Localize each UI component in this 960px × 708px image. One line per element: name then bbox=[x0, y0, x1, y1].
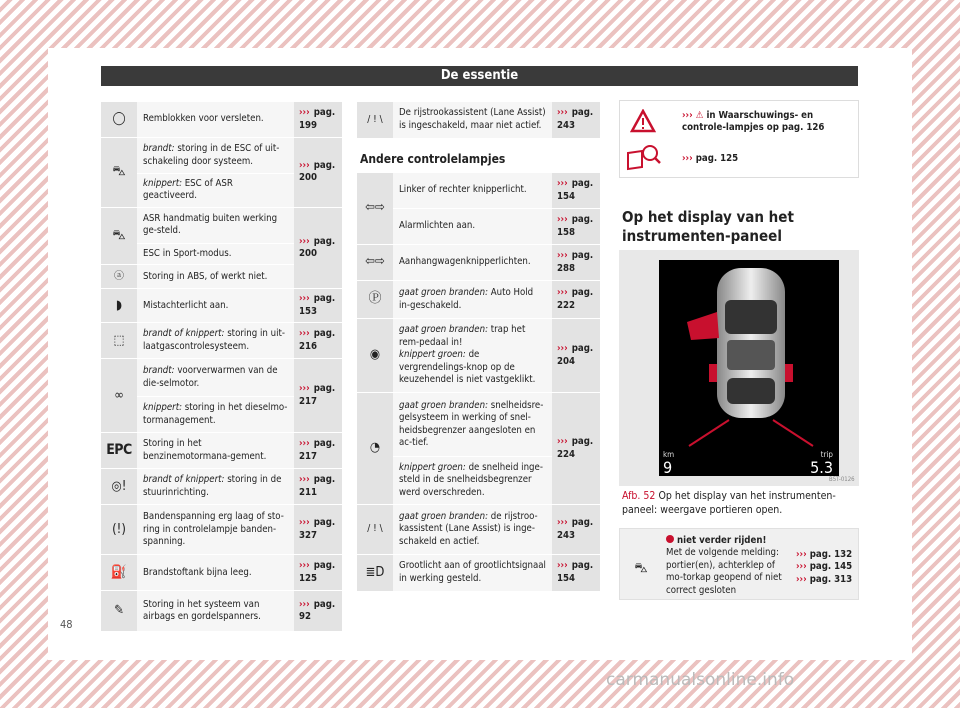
airbag-icon: ✎ bbox=[114, 602, 124, 618]
page-ref[interactable]: ››› pag. 92 bbox=[294, 591, 342, 631]
page-ref[interactable]: ››› pag. 327 bbox=[294, 505, 342, 555]
door-warning-box bbox=[619, 528, 859, 600]
row-text: ASR handmatig buiten werking ge-steld. bbox=[137, 207, 294, 243]
indicator-table bbox=[357, 172, 600, 591]
row-text: gaat groen branden: de rijstroo-kassistent (Lane Assist) is inge-schakeld en actief. bbox=[393, 505, 552, 555]
high-beam-icon: ≣D bbox=[365, 564, 385, 580]
table-row bbox=[101, 359, 342, 397]
page-ref[interactable]: ››› pag. 154 bbox=[552, 173, 600, 209]
table-row bbox=[357, 281, 600, 319]
table-row bbox=[357, 245, 600, 281]
auto-hold-icon: Ⓟ bbox=[368, 291, 382, 307]
table-row bbox=[101, 138, 342, 174]
table-row bbox=[101, 323, 342, 359]
turn-signal-icon: ⇦⇨ bbox=[365, 200, 385, 216]
row-text: Grootlicht aan of grootlichtsignaal in werking gesteld. bbox=[393, 555, 552, 591]
row-text: brandt: storing in de ESC of uit-schakeling door systeem. bbox=[137, 138, 294, 174]
manual-book-icon bbox=[626, 143, 662, 171]
tyre-pressure-icon: (!) bbox=[112, 521, 126, 537]
row-text: Mistachterlicht aan. bbox=[137, 289, 294, 323]
table-row bbox=[101, 433, 342, 469]
watermark: carmanualsonline.info bbox=[606, 670, 795, 690]
speedometer-icon: ◔ bbox=[369, 440, 381, 456]
row-text: knippert groen: de snelheid inge-steld in de snelheidsbegrenzer werd overschreden. bbox=[393, 457, 552, 505]
trip-label: trip bbox=[820, 450, 833, 459]
row-text: Storing in het systeem van airbags en gordelspanners. bbox=[137, 591, 294, 631]
row-text: Alarmlichten aan. bbox=[393, 209, 552, 245]
warning-reference-text[interactable]: ››› ⚠ in Waarschuwings- en controle-lampjes op pag. 126 bbox=[682, 110, 825, 134]
red-dot-icon bbox=[666, 535, 674, 543]
table-row bbox=[357, 393, 600, 457]
row-text: Brandstoftank bijna leeg. bbox=[137, 555, 294, 591]
row-text: knippert: storing in het dieselmo-tormanagement. bbox=[137, 397, 294, 433]
instrument-display bbox=[659, 260, 839, 476]
row-text: gaat groen branden: trap het rem-pedaal in! knippert groen: de vergrendelings-knop op de keuzehendel is niet vastgeklikt. bbox=[393, 319, 552, 393]
km-value: 9 bbox=[663, 458, 673, 477]
page-ref[interactable]: ››› pag. 216 bbox=[294, 323, 342, 359]
row-text: Aanhangwagenknipperlichten. bbox=[393, 245, 552, 281]
page-ref[interactable]: ››› pag. 158 bbox=[552, 209, 600, 245]
warning-triangle-icon bbox=[630, 109, 656, 133]
page-ref[interactable]: ››› pag. 200 bbox=[294, 207, 342, 288]
warning-reference-box bbox=[619, 100, 859, 178]
table-row bbox=[357, 555, 600, 591]
table-row bbox=[357, 209, 600, 245]
trailer-signal-icon: ⇦⇨ bbox=[365, 254, 385, 270]
table-row bbox=[101, 505, 342, 555]
figure-caption: Afb. 52 Op het display van het instrumenten-paneel: weergave portieren open. bbox=[622, 490, 836, 516]
row-text: De rijstrookassistent (Lane Assist) is ingeschakeld, maar niet actief. bbox=[393, 102, 552, 138]
indicator-table bbox=[357, 101, 600, 138]
epc-icon: EPC bbox=[106, 442, 132, 459]
esc-off-icon: ⛍ bbox=[112, 227, 126, 243]
page-number: 48 bbox=[60, 618, 73, 631]
lane-assist-table bbox=[357, 101, 600, 138]
row-text: gaat groen branden: snelheidsre-gelsysteem in werking of snel-heidsbegrenzer aangesloten en ac-tief. bbox=[393, 393, 552, 457]
page-ref[interactable]: ››› pag. 288 bbox=[552, 245, 600, 281]
page-ref[interactable]: ››› pag. 224 bbox=[552, 393, 600, 505]
section-heading: Op het display van het instrumenten-paneel bbox=[622, 208, 858, 254]
table-row bbox=[101, 469, 342, 505]
table-row bbox=[357, 505, 600, 555]
table-row bbox=[357, 102, 600, 138]
trip-value: 5.3 bbox=[810, 458, 833, 477]
table-row bbox=[101, 207, 342, 243]
abs-icon: ⓐ bbox=[114, 270, 124, 282]
row-text: brandt of knippert: storing in uit-laatgascontrolesysteem. bbox=[137, 323, 294, 359]
steering-icon: ◎! bbox=[111, 478, 127, 494]
page-ref[interactable]: ››› pag. 217 bbox=[294, 433, 342, 469]
door-warning-text: niet verder rijden! Met de volgende melding: portier(en), achterklep of mo-torkap geopend of niet correct gesloten bbox=[666, 535, 782, 596]
door-page-refs[interactable]: ››› pag. 132 ››› pag. 145 ››› pag. 313 bbox=[796, 549, 853, 585]
page-ref[interactable]: ››› pag. 222 bbox=[552, 281, 600, 319]
other-lights-table bbox=[357, 172, 600, 591]
row-text: knippert: ESC of ASR geactiveerd. bbox=[137, 174, 294, 208]
page-ref[interactable]: ››› pag. 199 bbox=[294, 102, 342, 138]
row-text: Remblokken voor versleten. bbox=[137, 102, 294, 138]
page-ref[interactable]: ››› pag. 217 bbox=[294, 359, 342, 433]
lane-assist-icon: / ! \ bbox=[367, 523, 383, 535]
engine-icon: ⬚ bbox=[113, 332, 125, 348]
table-row bbox=[101, 102, 342, 138]
row-text: Storing in ABS, of werkt niet. bbox=[137, 265, 294, 289]
page-ref[interactable]: ››› pag. 125 bbox=[294, 555, 342, 591]
manual-reference-text[interactable]: ››› pag. 125 bbox=[682, 153, 739, 164]
page-ref[interactable]: ››› pag. 204 bbox=[552, 319, 600, 393]
page-ref[interactable]: ››› pag. 153 bbox=[294, 289, 342, 323]
lane-assist-icon: / ! \ bbox=[367, 113, 383, 125]
row-text: Storing in het benzinemotormana-gement. bbox=[137, 433, 294, 469]
rear-fog-icon: ◗ bbox=[115, 297, 123, 313]
glow-plug-icon: ∞ bbox=[114, 387, 124, 403]
fuel-icon: ⛽ bbox=[110, 564, 128, 580]
table-row bbox=[357, 173, 600, 209]
door-icon: ⛍ bbox=[634, 561, 648, 576]
page-ref[interactable]: ››› pag. 154 bbox=[552, 555, 600, 591]
row-text: brandt: voorverwarmen van de die-selmotor. bbox=[137, 359, 294, 397]
brake-pedal-icon: ◉ bbox=[369, 347, 381, 363]
row-text: gaat groen branden: Auto Hold in-geschakeld. bbox=[393, 281, 552, 319]
car-top-view bbox=[659, 260, 839, 476]
indicator-table bbox=[101, 101, 342, 631]
esc-icon: ⛍ bbox=[112, 164, 126, 180]
brake-pad-icon: ◯ bbox=[112, 111, 126, 127]
row-text: brandt of knippert: storing in de stuurinrichting. bbox=[137, 469, 294, 505]
page-ref[interactable]: ››› pag. 200 bbox=[294, 138, 342, 208]
row-text: Bandenspanning erg laag of sto-ring in controlelampje banden-spanning. bbox=[137, 505, 294, 555]
page-ref[interactable]: ››› pag. 211 bbox=[294, 469, 342, 505]
figure-code: B5T-0126 bbox=[829, 476, 855, 483]
row-text: Linker of rechter knipperlicht. bbox=[393, 173, 552, 209]
page-ref[interactable]: ››› pag. 243 bbox=[552, 505, 600, 555]
table-row bbox=[357, 319, 600, 393]
table-row bbox=[101, 289, 342, 323]
section-title: Andere controlelampjes bbox=[360, 152, 506, 166]
page-ref[interactable]: ››› pag. 243 bbox=[552, 102, 600, 138]
table-row bbox=[101, 555, 342, 591]
page-header: De essentie bbox=[101, 66, 858, 86]
table-row bbox=[101, 591, 342, 631]
row-text: ESC in Sport-modus. bbox=[137, 243, 294, 264]
warning-lights-table-1 bbox=[101, 101, 342, 631]
km-label: km bbox=[663, 450, 675, 459]
